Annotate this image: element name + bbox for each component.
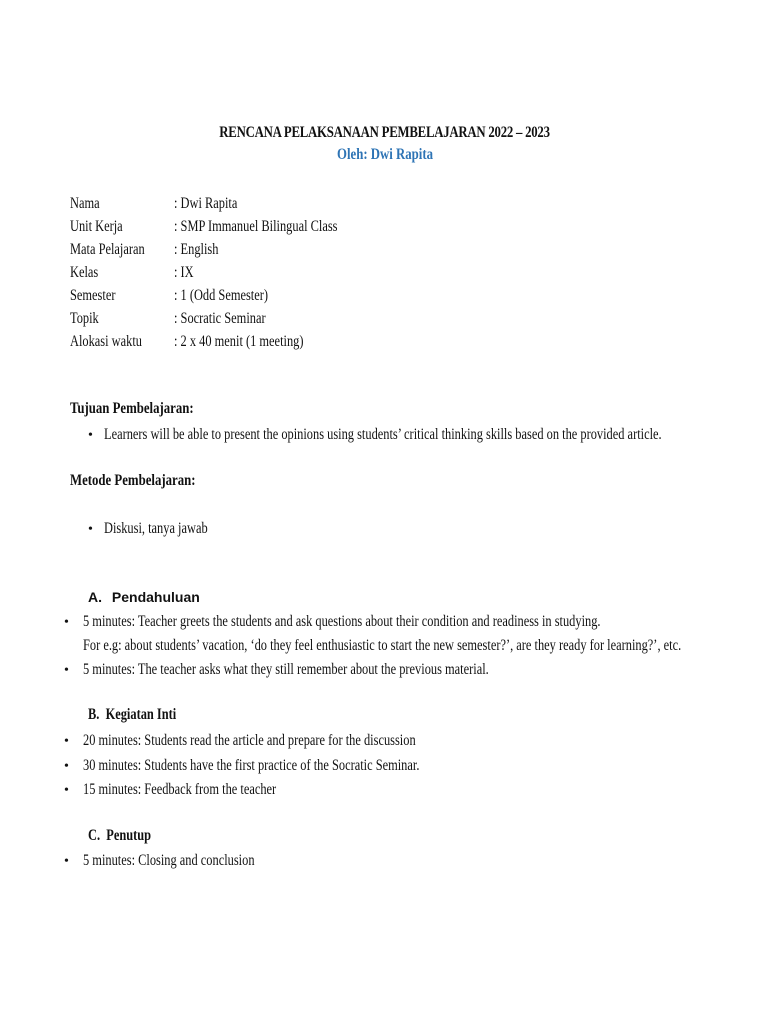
inti-item: 20 minutes: Students read the article and prepare for the discussion (83, 732, 416, 749)
info-value: : Dwi Rapita (174, 195, 238, 212)
document-author: Oleh: Dwi Rapita (337, 146, 433, 163)
pendahuluan-item-continuation: For e.g: about students’ vacation, ‘do they feel enthusiastic to start the new semester?’, are they ready for learning?’, etc. (83, 637, 682, 654)
bullet-icon: • (64, 663, 69, 678)
section-title: Kegiatan Inti (105, 706, 177, 723)
info-label: Mata Pelajaran (70, 241, 145, 258)
info-value: : 1 (Odd Semester) (174, 287, 269, 304)
section-title: Pendahuluan (111, 589, 200, 605)
info-value: : Socratic Seminar (174, 310, 266, 327)
section-title: Penutup (106, 827, 152, 844)
bullet-icon: • (88, 428, 93, 443)
bullet-icon: • (88, 522, 93, 537)
bullet-icon: • (64, 759, 69, 774)
section-letter: C. (88, 827, 101, 844)
info-value: : 2 x 40 menit (1 meeting) (174, 333, 304, 350)
pendahuluan-item: 5 minutes: The teacher asks what they still remember about the previous material. (83, 661, 489, 678)
section-letter: A. (88, 589, 102, 605)
tujuan-heading: Tujuan Pembelajaran: (70, 400, 194, 417)
info-label: Nama (70, 195, 100, 212)
inti-item: 15 minutes: Feedback from the teacher (83, 781, 277, 798)
bullet-icon: • (64, 615, 69, 630)
pendahuluan-heading (88, 589, 200, 605)
pendahuluan-item: 5 minutes: Teacher greets the students and ask questions about their condition and readiness in studying. (83, 613, 601, 630)
inti-heading (88, 706, 198, 724)
metode-heading: Metode Pembelajaran: (70, 472, 196, 489)
inti-item: 30 minutes: Students have the first practice of the Socratic Seminar. (83, 757, 420, 774)
tujuan-item: Learners will be able to present the opinions using students’ critical thinking skills based on the provided article. (104, 426, 662, 443)
info-label: Topik (70, 310, 99, 327)
info-label: Alokasi waktu (70, 333, 142, 350)
info-label: Unit Kerja (70, 218, 123, 235)
penutup-item: 5 minutes: Closing and conclusion (83, 852, 255, 869)
bullet-icon: • (64, 783, 69, 798)
info-value: : IX (174, 264, 194, 281)
bullet-icon: • (64, 734, 69, 749)
info-value: : SMP Immanuel Bilingual Class (174, 218, 338, 235)
section-letter: B. (88, 706, 100, 723)
bullet-icon: • (64, 854, 69, 869)
info-label: Kelas (70, 264, 99, 281)
metode-item: Diskusi, tanya jawab (104, 520, 208, 537)
info-label: Semester (70, 287, 116, 304)
info-value: : English (174, 241, 219, 258)
penutup-heading (88, 827, 167, 845)
document-title: RENCANA PELAKSANAAN PEMBELAJARAN 2022 – 2023 (219, 124, 551, 141)
